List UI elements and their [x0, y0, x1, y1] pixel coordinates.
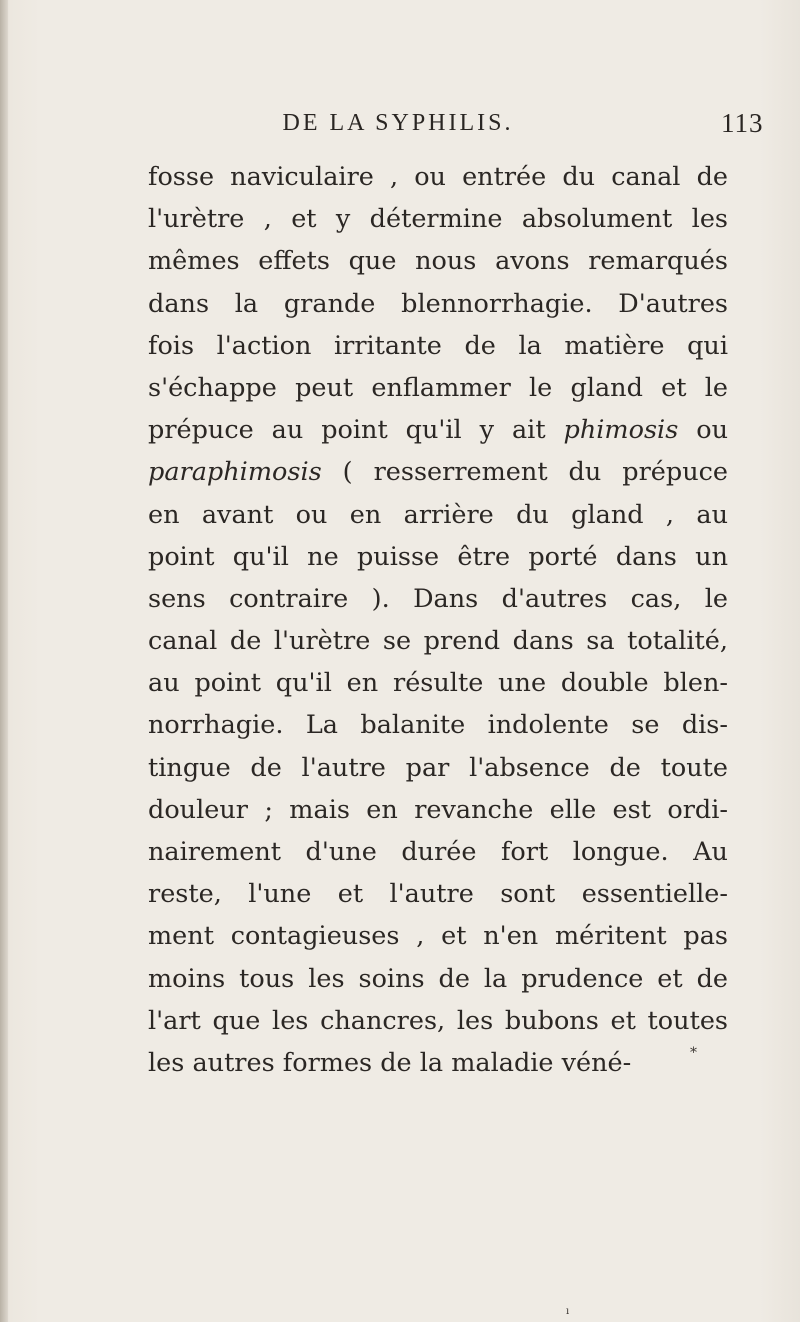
text-line: sens contraire ). Dans d'autres cas, le	[148, 583, 728, 614]
italic-term: phimosis	[563, 415, 679, 446]
text-line: s'échappe peut enflammer le gland et le	[148, 372, 728, 403]
page-binding-edge	[0, 0, 8, 1322]
printer-mark: *	[690, 1045, 697, 1061]
text-run: ( resserrement du prépuce	[321, 457, 728, 488]
text-line: au point qu'il en résulte une double blen-	[148, 668, 728, 699]
text-line: moins tous les soins de la prudence et de	[148, 963, 728, 994]
running-title: DE LA SYPHILIS.	[282, 110, 514, 136]
text-line: douleur ; mais en revanche elle est ordi-	[148, 794, 728, 825]
text-line: en avant ou en arrière du gland , au	[148, 499, 728, 530]
text-line: norrhagie. La balanite indolente se dis-	[148, 710, 728, 741]
text-run: prépuce au point qu'il y ait	[148, 415, 564, 446]
text-line: les autres formes de la maladie véné-	[148, 1047, 632, 1078]
text-line: l'urètre , et y détermine absolument les	[148, 204, 728, 235]
text-line: mêmes effets que nous avons remarqués	[148, 246, 728, 277]
text-line	[148, 409, 728, 451]
page-header	[0, 108, 800, 142]
text-line	[148, 451, 728, 493]
printer-mark-bottom: ı	[566, 1306, 570, 1317]
text-line: tingue de l'autre par l'absence de toute	[148, 752, 728, 783]
text-line: nairement d'une durée fort longue. Au	[148, 837, 728, 867]
text-line: reste, l'une et l'autre sont essentielle-	[148, 879, 728, 910]
text-line: fosse naviculaire , ou entrée du canal de	[148, 162, 728, 192]
italic-term: paraphimosis	[148, 457, 322, 488]
text-line: dans la grande blennorrhagie. D'autres	[148, 288, 728, 319]
body-text	[148, 156, 728, 1084]
text-line: fois l'action irritante de la matière qui	[148, 330, 728, 361]
page-number: 113	[721, 108, 764, 138]
text-line: ment contagieuses , et n'en méritent pas	[148, 921, 728, 952]
text-run: ou	[678, 415, 728, 446]
text-line: canal de l'urètre se prend dans sa totalité,	[148, 626, 728, 657]
text-line: point qu'il ne puisse être porté dans un	[148, 541, 728, 572]
text-line: l'art que les chancres, les bubons et toutes	[148, 1005, 728, 1036]
